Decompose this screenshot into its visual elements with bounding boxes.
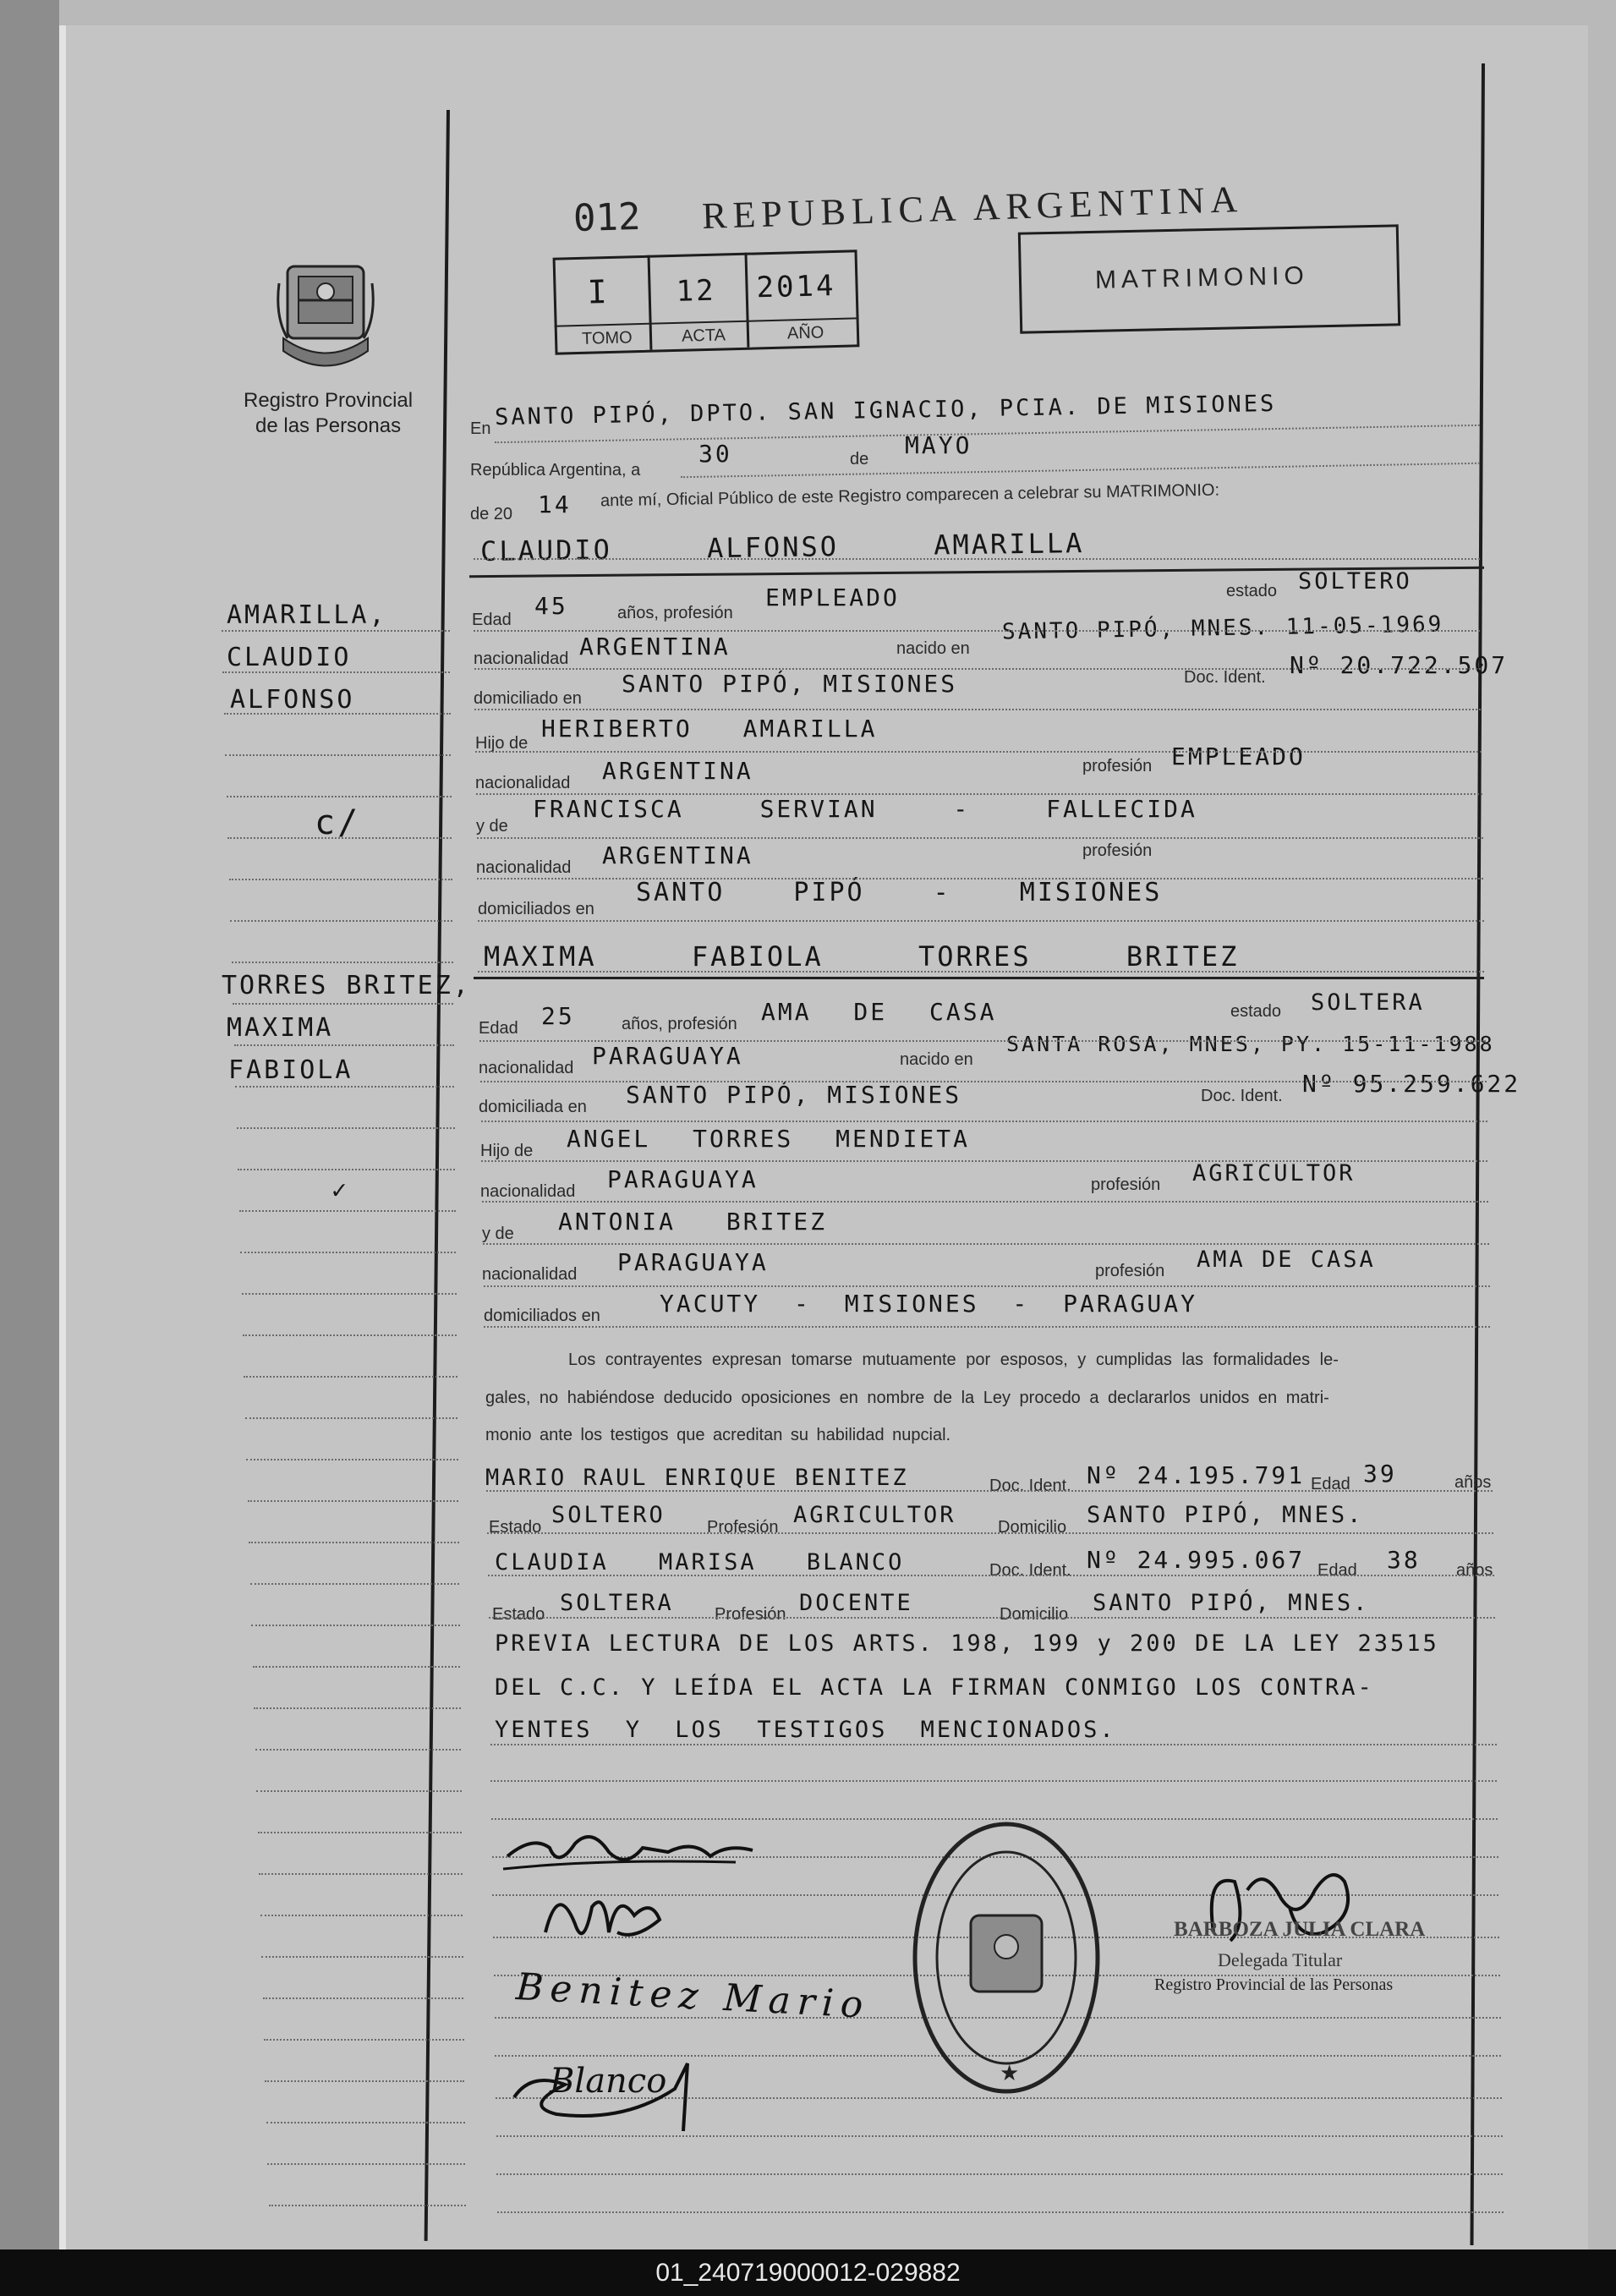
witness2-profession: DOCENTE: [799, 1590, 913, 1616]
body-ruled-line: [483, 1243, 1489, 1245]
margin-ruled-line: [250, 1583, 459, 1585]
body-ruled-line: [478, 920, 1484, 922]
de-label: de: [850, 450, 869, 469]
margin-ruled-line: [238, 1169, 455, 1170]
day-value: 30: [698, 440, 732, 468]
closing-line2: DEL C.C. Y LEÍDA EL ACTA LA FIRMAN CONMIGO LOS CONTRA-: [495, 1674, 1374, 1701]
doc-label: Doc. Ident.: [1184, 668, 1266, 687]
groom-parents-domicile: SANTO PIPÓ - MISIONES: [636, 878, 1163, 907]
bride-mother-profession: AMA DE CASA: [1197, 1247, 1376, 1273]
body-ruled-line: [476, 793, 1482, 795]
bride-separator: [474, 977, 1484, 979]
body-ruled-line: [496, 2173, 1503, 2175]
margin-ruled-line: [264, 2039, 464, 2041]
margin-ruled-line: [256, 1790, 462, 1792]
margin-ruled-line: [227, 837, 452, 839]
anos-profesion-label: años, profesión: [617, 604, 733, 622]
body-ruled-line: [474, 668, 1481, 670]
groom-status: SOLTERO: [1298, 568, 1412, 595]
father-nac-label: nacionalidad: [475, 774, 571, 792]
provincial-emblem: [275, 258, 376, 376]
groom-father-profession: EMPLEADO: [1171, 743, 1306, 770]
margin-ruled-line: [225, 754, 451, 756]
witness2-age: 38: [1387, 1546, 1421, 1574]
estado-label: estado: [1226, 582, 1278, 600]
official-title: Delegada Titular: [1218, 1949, 1343, 1970]
margin-bride-name1: MAXIMA: [227, 1013, 334, 1043]
margin-ruled-line: [267, 2163, 465, 2165]
body-ruled-line: [474, 709, 1481, 710]
year-value: 14: [538, 490, 572, 518]
witness2-edad-label: Edad: [1317, 1561, 1357, 1580]
body-ruled-line: [477, 878, 1483, 879]
registry-name-line2: de las Personas: [255, 414, 402, 437]
yde-label: y de: [476, 817, 508, 836]
bride-yde-label: y de: [482, 1225, 514, 1243]
bride-hijo-label: Hijo de: [480, 1142, 534, 1160]
body-ruled-line: [484, 1285, 1490, 1287]
act-type-box: [1018, 224, 1400, 333]
margin-ruled-line: [269, 2205, 466, 2206]
margin-ruled-line: [229, 879, 452, 880]
year-prefix: de 20: [470, 505, 513, 523]
body-ruled-line: [488, 1575, 1494, 1576]
witness1-doc-label: Doc. Ident.: [989, 1477, 1071, 1495]
body-ruled-line: [497, 2211, 1504, 2213]
groom-birthplace: SANTO PIPÓ, MNES. 11-05-1969: [1001, 611, 1444, 645]
hijo-label: Hijo de: [475, 734, 529, 753]
body-ruled-line: [481, 1121, 1487, 1122]
margin-ruled-line: [237, 1127, 455, 1129]
margin-ruled-line: [259, 1873, 463, 1875]
margin-groom-name1: CLAUDIO: [227, 643, 352, 672]
margin-ruled-line: [240, 1252, 456, 1253]
bride-profession: AMA DE CASA: [761, 998, 997, 1026]
witness2-prof-label: Profesión: [715, 1605, 786, 1624]
margin-ruled-line: [249, 1542, 458, 1543]
margin-ruled-line: [239, 1210, 456, 1212]
witness1-domicile: SANTO PIPÓ, MNES.: [1087, 1502, 1364, 1528]
margin-ruled-line: [246, 1459, 457, 1460]
ante-text: ante mí, Oficial Público de este Registro comparecen a celebrar su MATRIMONIO:: [600, 480, 1220, 511]
signature-official: [1197, 1856, 1383, 1958]
republica-label: República Argentina, a: [470, 461, 641, 479]
witness1-estado-label: Estado: [489, 1518, 542, 1537]
signature-witness1: Benitez Mario: [514, 1965, 871, 2027]
statement-line1: Los contrayentes expresan tomarse mutuamente por esposos, y cumplidas las formalidades le-: [568, 1351, 1339, 1369]
body-ruled-line: [480, 1081, 1487, 1082]
witness1-anos-label: años: [1454, 1473, 1492, 1492]
bride-estado-label: estado: [1230, 1002, 1282, 1021]
bride-edad-label: Edad: [479, 1019, 518, 1038]
witness2-status: SOLTERA: [560, 1590, 674, 1616]
groom-age: 45: [534, 592, 568, 620]
witness1-age: 39: [1363, 1460, 1397, 1488]
official-seal: [905, 1818, 1108, 2106]
month-value: MAYO: [905, 431, 972, 459]
bride-mother-prof-label: profesión: [1095, 1262, 1165, 1280]
bride-dom-label: domiciliada en: [479, 1098, 587, 1116]
margin-ruled-line: [242, 1293, 457, 1295]
body-ruled-line: [482, 1201, 1488, 1203]
margin-conjunction: c/: [315, 803, 361, 842]
anio-label: AÑO: [786, 323, 824, 343]
margin-ruled-line: [222, 630, 450, 632]
witness1-prof-label: Profesión: [707, 1518, 779, 1537]
bride-anos-profesion-label: años, profesión: [622, 1015, 737, 1033]
witness1-name: MARIO RAUL ENRIQUE BENITEZ: [485, 1465, 909, 1491]
margin-ruled-line: [254, 1707, 461, 1709]
margin-ruled-line: [253, 1666, 461, 1668]
bride-father-prof-label: profesión: [1091, 1175, 1161, 1194]
margin-ruled-line: [245, 1417, 457, 1419]
margin-ruled-line: [232, 962, 453, 963]
registry-name-line1: Registro Provincial: [244, 389, 414, 412]
bride-mother: ANTONIA BRITEZ: [558, 1208, 828, 1236]
edad-label: Edad: [472, 611, 512, 629]
groom-father-nationality: ARGENTINA: [602, 757, 753, 785]
tomo-label: TOMO: [581, 328, 633, 348]
groom-full-name: CLAUDIO ALFONSO AMARILLA: [479, 527, 1085, 567]
mother-nac-label: nacionalidad: [476, 858, 572, 877]
body-ruled-line: [481, 1160, 1487, 1162]
groom-domicile: SANTO PIPÓ, MISIONES: [622, 670, 958, 698]
bride-father-profession: AGRICULTOR: [1192, 1160, 1356, 1186]
body-ruled-line: [475, 751, 1482, 753]
body-ruled-line: [487, 1532, 1493, 1534]
statement-line3: monio ante los testigos que acreditan su habilidad nupcial.: [485, 1426, 951, 1444]
body-ruled-line: [477, 837, 1483, 839]
margin-ruled-line: [227, 796, 452, 797]
bride-father-nationality: PARAGUAYA: [607, 1165, 759, 1193]
margin-ruled-line: [266, 2122, 465, 2123]
witness2-doc-label: Doc. Ident.: [989, 1561, 1071, 1580]
margin-ruled-line: [235, 1086, 454, 1088]
margin-ruled-line: [224, 713, 451, 715]
witness1-doc: Nº 24.195.791: [1087, 1461, 1306, 1489]
body-ruled-line: [486, 1490, 1493, 1492]
margin-ruled-line: [258, 1832, 463, 1833]
bride-full-name: MAXIMA FABIOLA TORRES BRITEZ: [484, 940, 1240, 973]
body-ruled-line: [474, 630, 1480, 632]
bride-nationality: PARAGUAYA: [592, 1042, 743, 1070]
domiciliado-label: domiciliado en: [474, 689, 582, 708]
bride-doc: Nº 95.259.622: [1302, 1070, 1521, 1098]
witness2-anos-label: años: [1456, 1561, 1493, 1580]
bride-birthplace: SANTA ROSA, MNES, PY. 15-11-1988: [1006, 1032, 1495, 1056]
scanner-edge: [0, 0, 59, 2249]
bride-nac-label: nacionalidad: [479, 1059, 574, 1077]
mother-prof-label: profesión: [1082, 841, 1153, 860]
en-label: En: [470, 419, 491, 438]
groom-nationality: ARGENTINA: [579, 633, 731, 660]
witness1-edad-label: Edad: [1311, 1475, 1350, 1493]
margin-ruled-line: [234, 1044, 454, 1046]
margin-ruled-line: [243, 1334, 457, 1336]
margin-groom-surname: AMARILLA,: [227, 600, 387, 630]
place-value: SANTO PIPÓ, DPTO. SAN IGNACIO, PCIA. DE MISIONES: [494, 390, 1277, 431]
country-title: REPUBLICA ARGENTINA: [701, 178, 1244, 238]
closing-line3: YENTES Y LOS TESTIGOS MENCIONADOS.: [495, 1717, 1116, 1743]
witness1-dom-label: Domicilio: [998, 1518, 1067, 1537]
margin-ruled-line: [260, 1915, 463, 1916]
margin-ruled-line: [255, 1749, 462, 1751]
scan-code: 01_240719000012-029882: [0, 2249, 1616, 2296]
groom-doc: Nº 20.722.507: [1290, 651, 1509, 679]
witness1-profession: AGRICULTOR: [793, 1502, 956, 1528]
bride-doc-label: Doc. Ident.: [1201, 1087, 1283, 1105]
signature-witness2: Blanco: [550, 2062, 667, 2101]
bride-parents-domicile: YACUTY - MISIONES - PARAGUAY: [660, 1290, 1198, 1318]
margin-ruled-line: [230, 920, 452, 922]
bride-father-nac-label: nacionalidad: [480, 1182, 576, 1201]
bride-father: ANGEL TORRES MENDIETA: [567, 1125, 971, 1153]
groom-mother: FRANCISCA SERVIAN - FALLECIDA: [533, 795, 1197, 823]
act-number: 012: [572, 195, 642, 241]
margin-groom-name2: ALFONSO: [230, 685, 355, 715]
body-ruled-line: [489, 1617, 1495, 1619]
body-ruled-line: [479, 1040, 1486, 1042]
margin-ruled-line: [263, 1997, 464, 1999]
body-ruled-line: [484, 1326, 1490, 1328]
bride-mother-nac-label: nacionalidad: [482, 1265, 578, 1284]
margin-ruled-line: [222, 671, 450, 673]
bride-nacido-label: nacido en: [900, 1050, 973, 1069]
official-name: BARBOZA JULIA CLARA: [1174, 1918, 1426, 1941]
margin-bride-name2: FABIOLA: [228, 1055, 353, 1085]
groom-father: HERIBERTO AMARILLA: [541, 715, 878, 743]
parents-dom-label: domiciliados en: [478, 900, 594, 918]
margin-ruled-line: [244, 1376, 457, 1378]
body-ruled-line: [490, 1744, 1497, 1745]
margin-bride-surname: TORRES BRITEZ,: [222, 971, 471, 1000]
witness2-dom-label: Domicilio: [1000, 1605, 1069, 1624]
groom-mother-nationality: ARGENTINA: [602, 841, 753, 869]
acta-value: 12: [676, 273, 717, 309]
statement-line2: gales, no habiéndose deducido oposiciones en nombre de la Ley procedo a declararlos unidos en matri-: [485, 1389, 1329, 1407]
margin-ruled-line: [265, 2080, 464, 2082]
margin-check-mark: ✓: [331, 1175, 350, 1205]
anio-value: 2014: [756, 268, 836, 305]
witness2-doc: Nº 24.995.067: [1087, 1546, 1306, 1574]
svg-text:★: ★: [1000, 2061, 1020, 2086]
body-ruled-line: [490, 1780, 1497, 1782]
margin-ruled-line: [261, 1956, 463, 1958]
acta-label: ACTA: [681, 326, 726, 346]
record-box: [553, 249, 860, 354]
margin-ruled-line: [233, 1003, 453, 1005]
bride-domicile: SANTO PIPÓ, MISIONES: [626, 1081, 962, 1109]
nacionalidad-label: nacionalidad: [474, 649, 569, 668]
witness2-name: CLAUDIA MARISA BLANCO: [495, 1549, 905, 1575]
father-prof-label: profesión: [1082, 757, 1153, 775]
tomo-value: I: [587, 272, 611, 311]
witness2-domicile: SANTO PIPÓ, MNES.: [1093, 1590, 1370, 1616]
witness1-status: SOLTERO: [551, 1502, 666, 1528]
signature-bride: [533, 1873, 685, 1966]
act-type-label: MATRIMONIO: [1094, 261, 1310, 294]
margin-ruled-line: [251, 1625, 459, 1626]
bride-mother-nationality: PARAGUAYA: [617, 1248, 769, 1276]
bride-age: 25: [541, 1002, 575, 1030]
bride-parents-dom-label: domiciliados en: [484, 1307, 600, 1325]
groom-profession: EMPLEADO: [765, 584, 900, 611]
nacido-label: nacido en: [896, 639, 970, 658]
official-org: Registro Provincial de las Personas: [1154, 1975, 1394, 1994]
margin-ruled-line: [248, 1500, 458, 1502]
witness2-estado-label: Estado: [492, 1605, 545, 1624]
closing-line1: PREVIA LECTURA DE LOS ARTS. 198, 199 y 200 DE LA LEY 23515: [495, 1630, 1439, 1657]
bride-status: SOLTERA: [1311, 989, 1425, 1016]
